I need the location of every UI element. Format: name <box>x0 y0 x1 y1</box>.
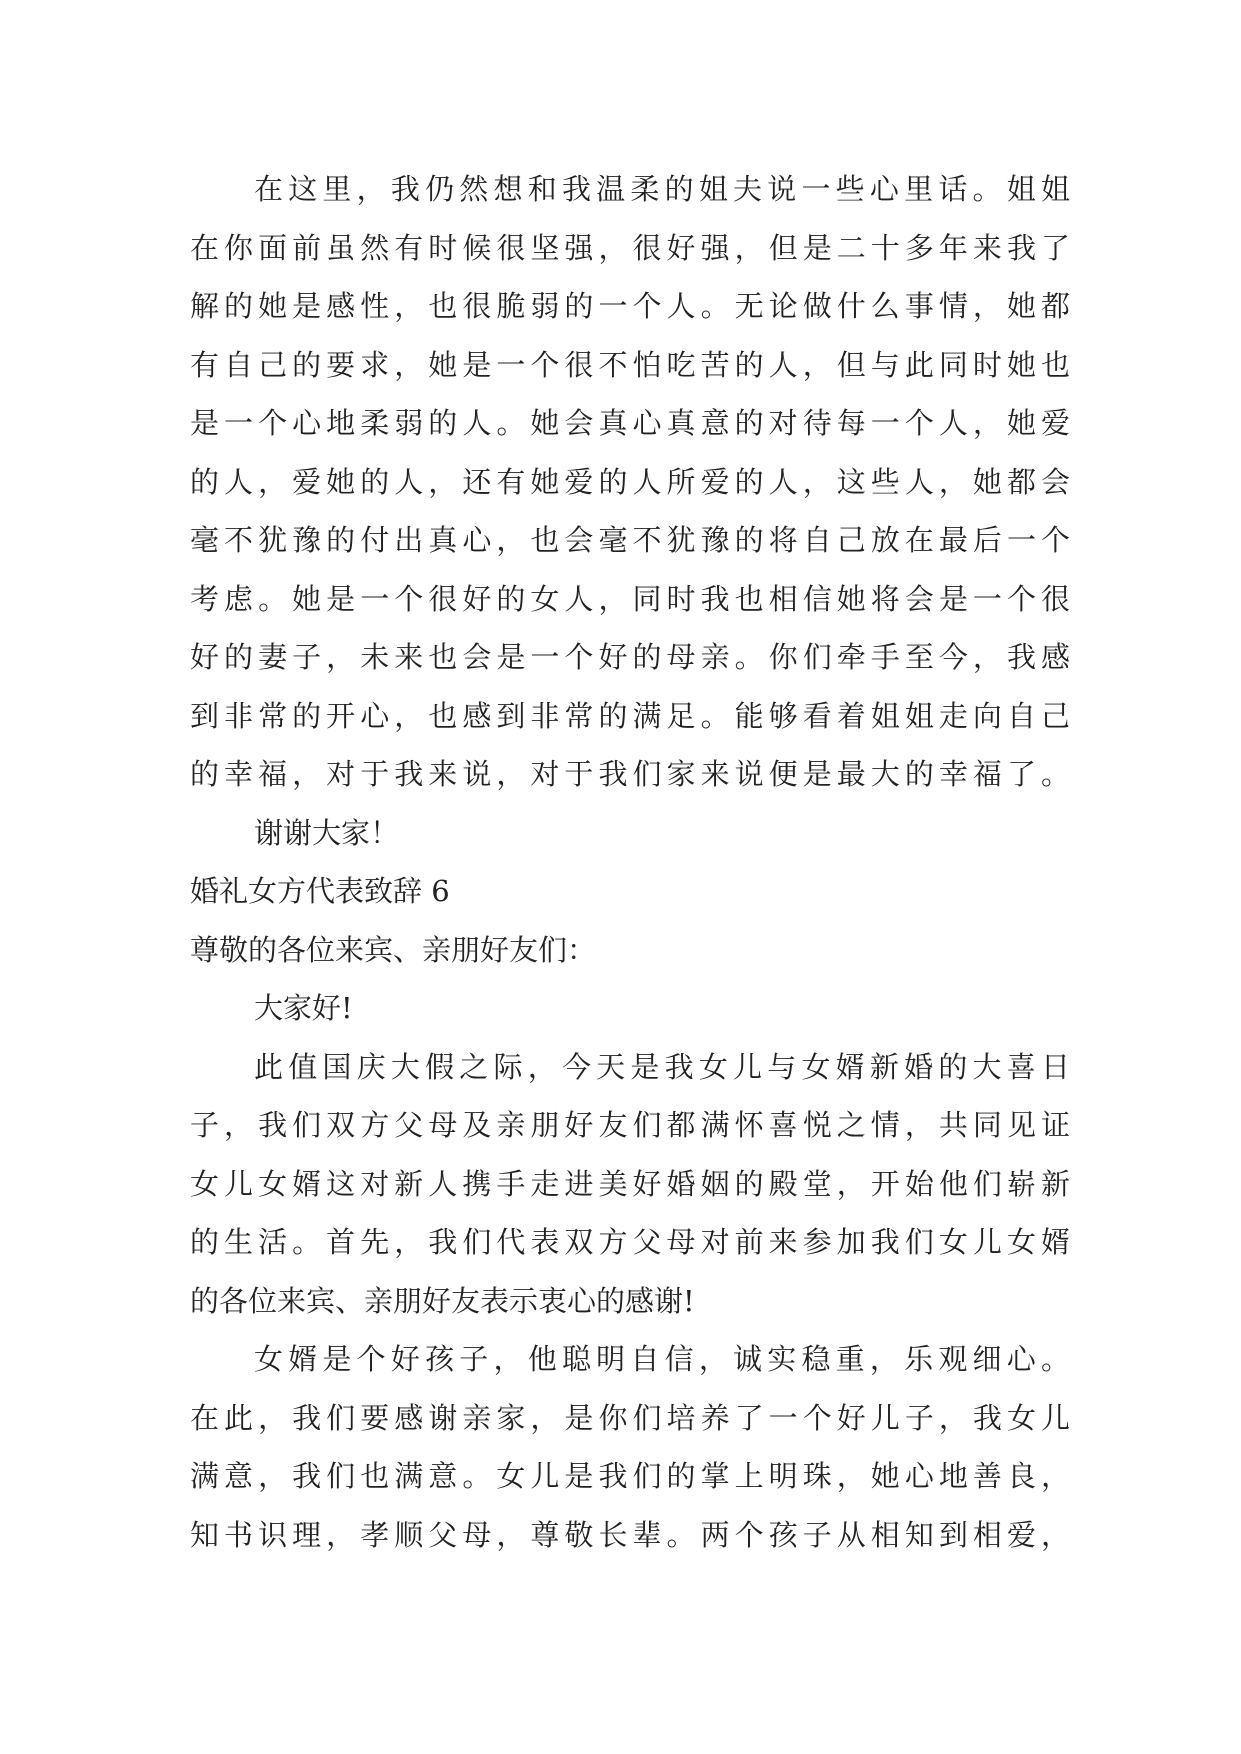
paragraph-line: 在此，我们要感谢亲家，是你们培养了一个好儿子，我女儿 <box>190 1400 1070 1435</box>
paragraph-line: 的人，爱她的人，还有她爱的人所爱的人，这些人，她都会 <box>190 464 1070 499</box>
paragraph-line: 的幸福，对于我来说，对于我们家来说便是最大的幸福了。 <box>190 757 1070 791</box>
paragraph-line: 在这里，我仍然想和我温柔的姐夫说一些心里话。姐姐 <box>254 172 1070 206</box>
paragraph-line: 的生活。首先，我们代表双方父母对前来参加我们女儿女婿 <box>190 1225 1070 1259</box>
greeting: 大家好! <box>254 991 353 1025</box>
paragraph-line: 毫不犹豫的付出真心，也会毫不犹豫的将自己放在最后一个 <box>190 523 1070 557</box>
paragraph-line: 考虑。她是一个很好的女人，同时我也相信她将会是一个很 <box>190 581 1070 616</box>
paragraph-line: 女婿是个好孩子，他聪明自信，诚实稳重，乐观细心。 <box>254 1342 1070 1376</box>
closing-thanks: 谢谢大家！ <box>254 815 400 850</box>
paragraph-line: 有自己的要求，她是一个很不怕吃苦的人，但与此同时她也 <box>190 347 1070 382</box>
paragraph-line: 知书识理，孝顺父母，尊敬长辈。两个孩子从相知到相爱， <box>190 1517 1070 1552</box>
paragraph-line: 到非常的开心，也感到非常的满足。能够看着姐姐走向自己 <box>190 698 1070 733</box>
paragraph-line: 女儿女婿这对新人携手走进美好婚姻的殿堂，开始他们崭新 <box>190 1166 1070 1201</box>
paragraph-line: 此值国庆大假之际，今天是我女儿与女婿新婚的大喜日 <box>254 1049 1070 1084</box>
salutation: 尊敬的各位来宾、亲朋好友们： <box>190 932 597 967</box>
paragraph-line: 在你面前虽然有时候很坚强，很好强，但是二十多年来我了 <box>190 230 1070 265</box>
paragraph-line: 的各位来宾、亲朋好友表示衷心的感谢! <box>190 1283 695 1318</box>
section-title: 婚礼女方代表致辞 6 <box>190 874 450 908</box>
paragraph-line: 满意，我们也满意。女儿是我们的掌上明珠，她心地善良， <box>190 1459 1070 1493</box>
document-body <box>190 160 1070 1564</box>
paragraph-line: 子，我们双方父母及亲朋好友们都满怀喜悦之情，共同见证 <box>190 1108 1070 1142</box>
paragraph-line: 好的妻子，未来也会是一个好的母亲。你们牵手至今，我感 <box>190 640 1070 674</box>
paragraph-line: 解的她是感性，也很脆弱的一个人。无论做什么事情，她都 <box>190 289 1070 323</box>
paragraph-line: 是一个心地柔弱的人。她会真心真意的对待每一个人，她爱 <box>190 406 1070 440</box>
